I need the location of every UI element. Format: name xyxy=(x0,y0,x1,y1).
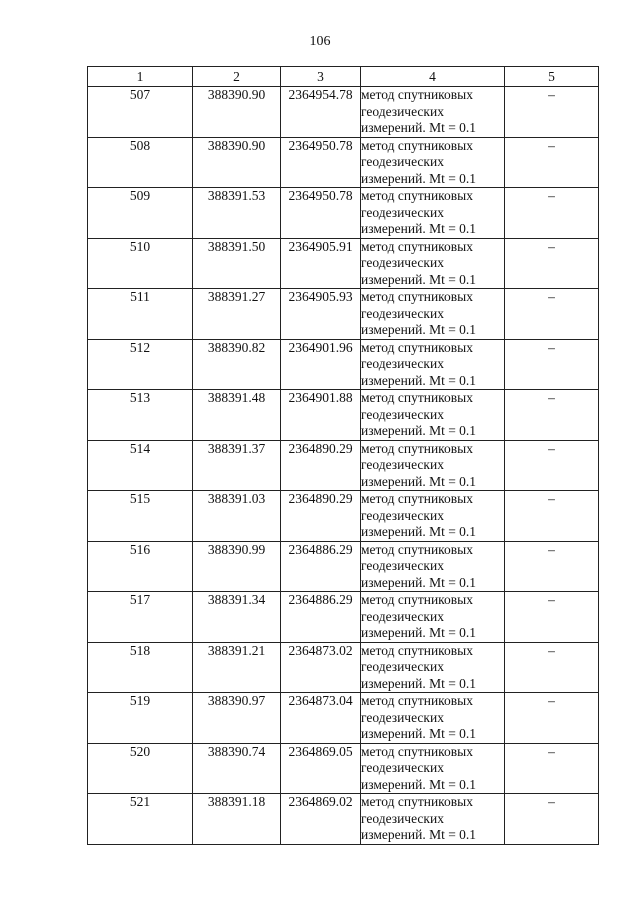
coordinate-y: 2364950.78 xyxy=(281,188,361,239)
empty-dash: – xyxy=(505,491,599,542)
coordinate-y: 2364905.91 xyxy=(281,238,361,289)
table-header-row xyxy=(88,67,599,87)
point-number: 509 xyxy=(88,188,193,239)
method-line: метод спутниковых xyxy=(361,642,473,658)
method-line: измерений. Mt = 0.1 xyxy=(361,524,477,539)
header-col-4: 4 xyxy=(361,67,505,87)
coordinate-y: 2364901.88 xyxy=(281,390,361,441)
method-line: измерений. Mt = 0.1 xyxy=(361,322,477,337)
method-line: измерений. Mt = 0.1 xyxy=(361,473,477,489)
method-description xyxy=(361,743,505,794)
empty-dash: – xyxy=(505,592,599,643)
method-description xyxy=(361,491,505,542)
coordinate-y: 2364890.29 xyxy=(281,491,361,542)
method-line: метод спутниковых xyxy=(361,238,473,254)
method-line: метод спутниковых xyxy=(361,541,473,557)
method-line: геодезических xyxy=(361,204,444,220)
coordinate-y: 2364869.02 xyxy=(281,794,361,845)
method-description xyxy=(361,440,505,491)
point-number: 510 xyxy=(88,238,193,289)
coordinate-x: 388391.03 xyxy=(193,491,281,542)
table-row xyxy=(88,541,599,592)
coordinate-x: 388391.34 xyxy=(193,592,281,643)
method-line: измерений. Mt = 0.1 xyxy=(361,271,477,287)
method-line: измерений. Mt = 0.1 xyxy=(361,574,477,590)
empty-dash: – xyxy=(505,642,599,693)
method-line: геодезических xyxy=(361,154,444,169)
coordinates-table xyxy=(87,66,599,845)
coordinate-x: 388391.21 xyxy=(193,642,281,693)
method-line: метод спутниковых xyxy=(361,592,473,607)
method-description xyxy=(361,339,505,390)
coordinate-x: 388391.50 xyxy=(193,238,281,289)
empty-dash: – xyxy=(505,440,599,491)
method-line: измерений. Mt = 0.1 xyxy=(361,675,477,691)
method-line: измерений. Mt = 0.1 xyxy=(361,120,477,135)
coordinate-y: 2364886.29 xyxy=(281,592,361,643)
table-row xyxy=(88,137,599,188)
method-line: метод спутниковых xyxy=(361,390,473,405)
method-description xyxy=(361,541,505,592)
coordinate-x: 388390.74 xyxy=(193,743,281,794)
point-number: 508 xyxy=(88,137,193,188)
method-line: геодезических xyxy=(361,760,444,775)
method-line: геодезических xyxy=(361,659,444,674)
table-row xyxy=(88,794,599,845)
method-description xyxy=(361,642,505,693)
header-col-2: 2 xyxy=(193,67,281,87)
coordinate-y: 2364873.04 xyxy=(281,693,361,744)
table-row xyxy=(88,289,599,340)
method-line: измерений. Mt = 0.1 xyxy=(361,170,477,186)
empty-dash: – xyxy=(505,390,599,441)
header-col-1: 1 xyxy=(88,67,193,87)
point-number: 517 xyxy=(88,592,193,643)
method-line: геодезических xyxy=(361,709,444,725)
empty-dash: – xyxy=(505,339,599,390)
coordinate-x: 388391.18 xyxy=(193,794,281,845)
method-line: измерений. Mt = 0.1 xyxy=(361,423,477,438)
method-line: метод спутниковых xyxy=(361,137,473,153)
coordinate-x: 388390.97 xyxy=(193,693,281,744)
coordinate-y: 2364886.29 xyxy=(281,541,361,592)
method-description xyxy=(361,794,505,845)
coordinate-y: 2364905.93 xyxy=(281,289,361,340)
method-line: геодезических xyxy=(361,255,444,270)
empty-dash: – xyxy=(505,743,599,794)
empty-dash: – xyxy=(505,238,599,289)
method-line: метод спутниковых xyxy=(361,693,473,708)
method-line: метод спутниковых xyxy=(361,743,473,759)
method-line: геодезических xyxy=(361,305,444,321)
method-description xyxy=(361,238,505,289)
method-line: метод спутниковых xyxy=(361,440,473,456)
table-row xyxy=(88,390,599,441)
point-number: 519 xyxy=(88,693,193,744)
method-line: метод спутниковых xyxy=(361,289,473,304)
point-number: 507 xyxy=(88,87,193,138)
method-line: геодезических xyxy=(361,457,444,472)
coordinate-x: 388391.37 xyxy=(193,440,281,491)
method-line: метод спутниковых xyxy=(361,87,473,102)
table-row xyxy=(88,693,599,744)
method-line: геодезических xyxy=(361,558,444,573)
method-description xyxy=(361,289,505,340)
point-number: 520 xyxy=(88,743,193,794)
point-number: 513 xyxy=(88,390,193,441)
method-line: метод спутниковых xyxy=(361,491,473,506)
table-row xyxy=(88,642,599,693)
method-description xyxy=(361,592,505,643)
coordinate-y: 2364869.05 xyxy=(281,743,361,794)
empty-dash: – xyxy=(505,289,599,340)
point-number: 516 xyxy=(88,541,193,592)
coordinate-y: 2364950.78 xyxy=(281,137,361,188)
empty-dash: – xyxy=(505,541,599,592)
method-line: геодезических xyxy=(361,810,444,826)
method-line: измерений. Mt = 0.1 xyxy=(361,625,477,640)
method-line: геодезических xyxy=(361,608,444,624)
method-line: метод спутниковых xyxy=(361,339,473,355)
method-line: геодезических xyxy=(361,406,444,422)
method-description xyxy=(361,390,505,441)
method-line: геодезических xyxy=(361,507,444,523)
empty-dash: – xyxy=(505,137,599,188)
method-line: измерений. Mt = 0.1 xyxy=(361,726,477,741)
table-row xyxy=(88,188,599,239)
empty-dash: – xyxy=(505,693,599,744)
method-description xyxy=(361,188,505,239)
page-number: 106 xyxy=(309,34,331,49)
method-line: геодезических xyxy=(361,103,444,119)
coordinate-y: 2364954.78 xyxy=(281,87,361,138)
point-number: 518 xyxy=(88,642,193,693)
table-body xyxy=(88,87,599,845)
table-row xyxy=(88,440,599,491)
coordinate-x: 388390.99 xyxy=(193,541,281,592)
coordinate-y: 2364873.02 xyxy=(281,642,361,693)
table-row xyxy=(88,592,599,643)
table-row xyxy=(88,238,599,289)
empty-dash: – xyxy=(505,188,599,239)
table-row xyxy=(88,87,599,138)
coordinate-x: 388390.82 xyxy=(193,339,281,390)
table-row xyxy=(88,491,599,542)
coordinate-x: 388390.90 xyxy=(193,87,281,138)
point-number: 514 xyxy=(88,440,193,491)
coordinate-x: 388390.90 xyxy=(193,137,281,188)
method-line: измерений. Mt = 0.1 xyxy=(361,372,477,388)
empty-dash: – xyxy=(505,87,599,138)
header-col-3: 3 xyxy=(281,67,361,87)
method-line: метод спутниковых xyxy=(361,794,473,809)
table-row xyxy=(88,743,599,794)
coordinate-x: 388391.27 xyxy=(193,289,281,340)
coordinate-y: 2364890.29 xyxy=(281,440,361,491)
point-number: 512 xyxy=(88,339,193,390)
method-line: метод спутниковых xyxy=(361,188,473,203)
method-line: измерений. Mt = 0.1 xyxy=(361,221,477,236)
coordinate-x: 388391.53 xyxy=(193,188,281,239)
method-description xyxy=(361,87,505,138)
coordinate-y: 2364901.96 xyxy=(281,339,361,390)
method-line: геодезических xyxy=(361,356,444,371)
method-description xyxy=(361,137,505,188)
method-line: измерений. Mt = 0.1 xyxy=(361,827,477,842)
table-row xyxy=(88,339,599,390)
empty-dash: – xyxy=(505,794,599,845)
point-number: 521 xyxy=(88,794,193,845)
method-line: измерений. Mt = 0.1 xyxy=(361,776,477,792)
header-col-5: 5 xyxy=(505,67,599,87)
point-number: 511 xyxy=(88,289,193,340)
coordinate-x: 388391.48 xyxy=(193,390,281,441)
method-description xyxy=(361,693,505,744)
point-number: 515 xyxy=(88,491,193,542)
